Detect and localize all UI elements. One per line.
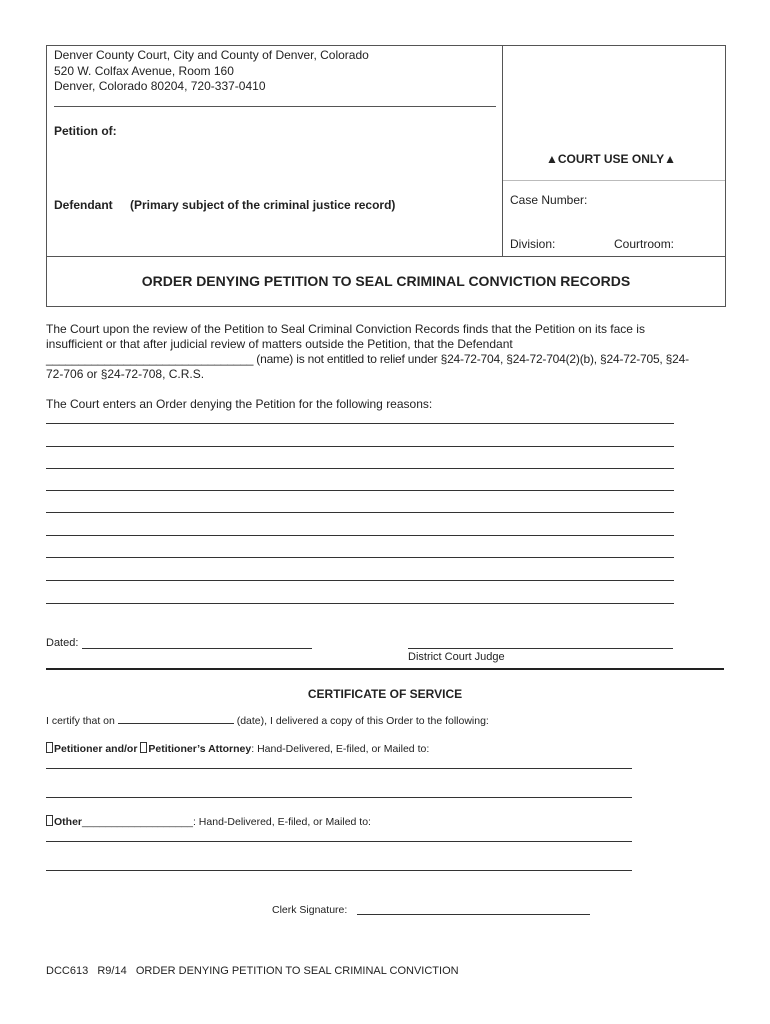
page-title: ORDER DENYING PETITION TO SEAL CRIMINAL CONVICTION RECORDS <box>141 273 631 289</box>
courtroom-label: Courtroom: <box>614 237 675 251</box>
certify-suffix: (date), I delivered a copy of this Order to the following: <box>236 715 489 727</box>
other-address-line[interactable] <box>46 841 632 842</box>
reason-line[interactable] <box>46 535 674 536</box>
petitioner-service-line <box>46 742 429 757</box>
certificate-divider <box>46 668 724 670</box>
court-address: 520 W. Colfax Avenue, Room 160 <box>54 64 234 78</box>
delivery-options-petitioner: : Hand-Delivered, E-filed, or Mailed to: <box>251 743 430 755</box>
clerk-signature-field[interactable] <box>357 914 590 915</box>
service-date-field[interactable] <box>118 713 234 724</box>
judge-signature-line[interactable] <box>408 648 673 649</box>
petition-of-label: Petition of: <box>54 124 117 138</box>
dated-field[interactable] <box>82 648 312 649</box>
clerk-signature-label: Clerk Signature: <box>272 904 348 916</box>
finding-line-1: The Court upon the review of the Petition to Seal Criminal Conviction Records finds that the Petition on its face is <box>46 322 645 336</box>
reason-line[interactable] <box>46 490 674 491</box>
finding-line-4: 72-706 or §24-72-708, C.R.S. <box>46 367 205 381</box>
reason-line[interactable] <box>46 423 674 424</box>
case-number-label: Case Number: <box>510 193 588 207</box>
attorney-checkbox[interactable] <box>140 742 147 753</box>
petitioner-address-line[interactable] <box>46 768 632 769</box>
other-service-line <box>46 815 371 830</box>
division-label: Division: <box>510 237 556 251</box>
reason-line[interactable] <box>46 446 674 447</box>
finding-line-2: insufficient or that after judicial review of matters outside the Petition, that the Defendant <box>46 337 513 351</box>
caption-divider-vertical <box>502 45 503 256</box>
petitioner-checkbox[interactable] <box>46 742 53 753</box>
reasons-intro: The Court enters an Order denying the Petition for the following reasons: <box>46 397 433 411</box>
other-address-line[interactable] <box>46 870 632 871</box>
judge-label: District Court Judge <box>408 651 505 663</box>
defendant-note: (Primary subject of the criminal justice record) <box>130 198 396 212</box>
court-name: Denver County Court, City and County of Denver, Colorado <box>54 48 369 62</box>
court-city: Denver, Colorado 80204, 720-337-0410 <box>54 79 266 93</box>
court-use-only: ▲COURT USE ONLY▲ <box>546 152 676 166</box>
petitioner-address-line[interactable] <box>46 797 632 798</box>
attorney-label: Petitioner’s Attorney <box>148 743 252 755</box>
court-address-rule <box>54 106 496 107</box>
reason-line[interactable] <box>46 468 674 469</box>
reason-line[interactable] <box>46 512 674 513</box>
other-label: Other <box>54 816 83 828</box>
reason-line[interactable] <box>46 557 674 558</box>
defendant-label: Defendant <box>54 198 113 212</box>
certificate-heading: CERTIFICATE OF SERVICE <box>307 687 463 701</box>
other-checkbox[interactable] <box>46 815 53 826</box>
finding-line-3: ________________________________ (name) is not entitled to relief under §24-72-704, §24-72-704(2)(b), §24-72-705, §24- <box>46 352 689 366</box>
petitioner-label: Petitioner and/or <box>54 743 138 755</box>
delivery-options-other: : Hand-Delivered, E-filed, or Mailed to: <box>192 816 371 828</box>
reason-line[interactable] <box>46 603 674 604</box>
court-use-rule <box>503 180 725 181</box>
reason-line[interactable] <box>46 580 674 581</box>
dated-label: Dated: <box>46 637 79 649</box>
caption-divider-horizontal <box>46 256 725 257</box>
other-name-field[interactable]: ___________________ <box>82 816 193 828</box>
certify-line <box>46 713 489 729</box>
form-footer: DCC613 R9/14 ORDER DENYING PETITION TO SEAL CRIMINAL CONVICTION <box>46 965 459 977</box>
certify-prefix: I certify that on <box>46 715 115 727</box>
